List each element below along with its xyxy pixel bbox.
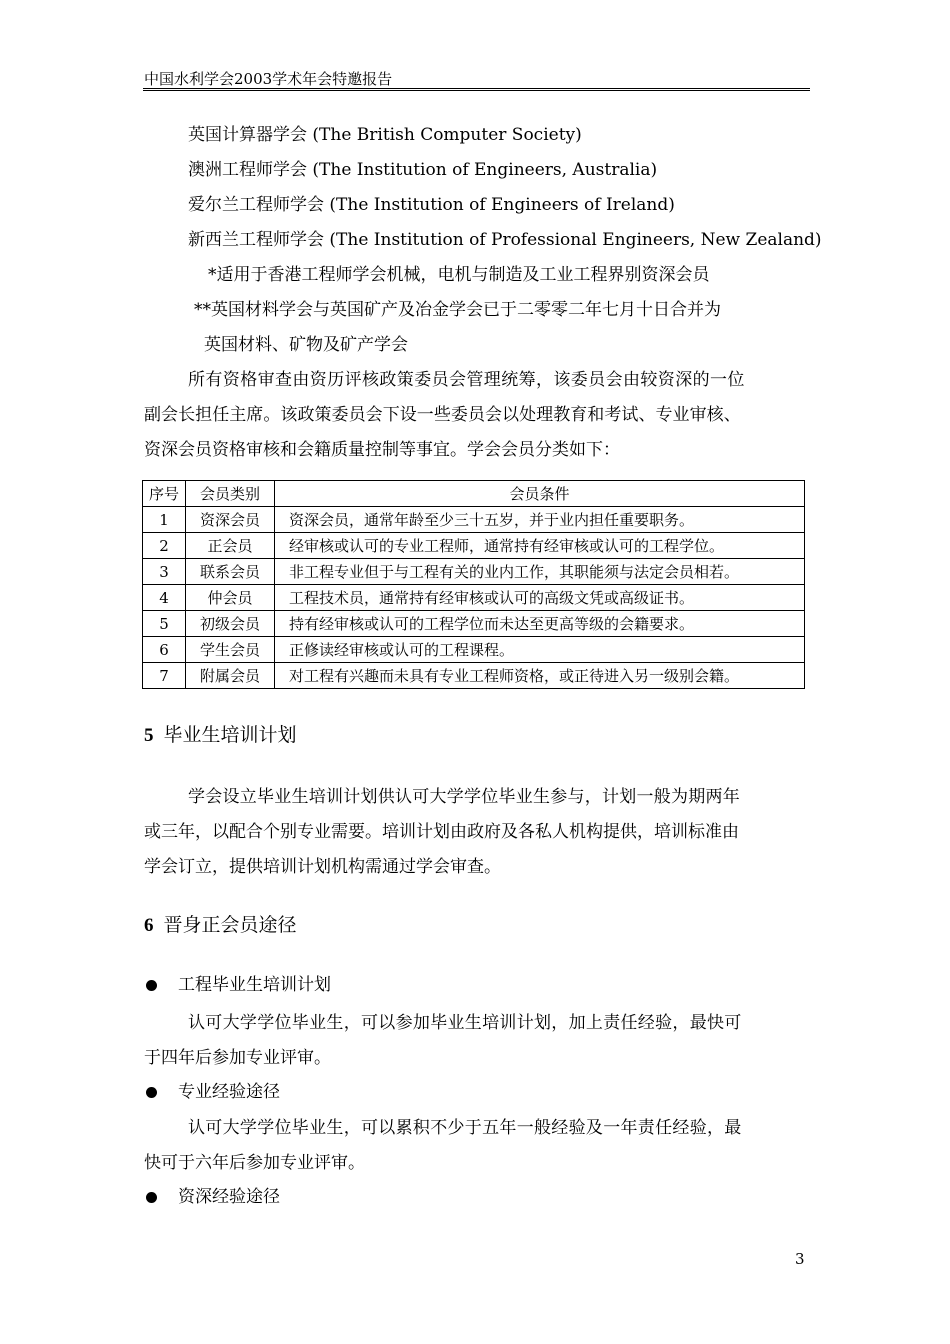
running-header: 中国水利学会2003学术年会特邀报告 xyxy=(144,70,393,88)
bullet-dot-icon xyxy=(146,1087,157,1098)
table-header-row xyxy=(143,481,805,507)
cell-number: 6 xyxy=(143,637,186,663)
section5-paragraph-line: 学会设立毕业生培训计划供认可大学学位毕业生参与，计划一般为期两年 xyxy=(188,787,740,807)
section-number: 5 xyxy=(144,725,154,746)
header-cell-condition: 会员条件 xyxy=(275,481,805,507)
table-row xyxy=(143,507,805,533)
cell-number: 4 xyxy=(143,585,186,611)
footnote: *适用于香港工程师学会机械，电机与制造及工业工程界别资深会员 xyxy=(208,265,710,285)
cell-number: 2 xyxy=(143,533,186,559)
cell-type: 正会员 xyxy=(186,533,275,559)
cell-number: 1 xyxy=(143,507,186,533)
cell-condition: 对工程有兴趣而未具有专业工程师资格，或正待进入另一级别会籍。 xyxy=(275,663,805,689)
society-item: 英国计算器学会 (The British Computer Society) xyxy=(188,125,582,145)
page-number: 3 xyxy=(795,1250,805,1268)
membership-table xyxy=(142,480,805,689)
section-heading xyxy=(144,720,297,747)
table-row xyxy=(143,637,805,663)
section-number: 6 xyxy=(144,915,154,936)
header-rule-thin xyxy=(143,90,810,91)
bullet-text-line: 快可于六年后参加专业评审。 xyxy=(144,1153,365,1173)
society-item: 澳洲工程师学会 (The Institution of Engineers, Australia) xyxy=(188,160,658,180)
intro-paragraph-line: 副会长担任主席。该政策委员会下设一些委员会以处理教育和考试、专业审核、 xyxy=(144,405,741,425)
cell-number: 3 xyxy=(143,559,186,585)
bullet-label: 专业经验途径 xyxy=(178,1082,280,1102)
intro-paragraph-line: 所有资格审查由资历评核政策委员会管理统筹，该委员会由较资深的一位 xyxy=(188,370,745,390)
cell-type: 初级会员 xyxy=(186,611,275,637)
cell-condition: 非工程专业但于与工程有关的业内工作，其职能须与法定会员相若。 xyxy=(275,559,805,585)
society-item: 新西兰工程师学会 (The Institution of Professional Engineers, New Zealand) xyxy=(188,230,822,250)
bullet-text-line: 认可大学学位毕业生，可以累积不少于五年一般经验及一年责任经验，最 xyxy=(188,1118,742,1138)
bullet-text-line: 认可大学学位毕业生，可以参加毕业生培训计划，加上责任经验，最快可 xyxy=(188,1013,742,1033)
section5-paragraph-line: 或三年，以配合个别专业需要。培训计划由政府及各私人机构提供，培训标准由 xyxy=(144,822,739,842)
section-title: 毕业生培训计划 xyxy=(163,724,297,746)
footnote: **英国材料学会与英国矿产及冶金学会已于二零零二年七月十日合并为 xyxy=(194,300,721,320)
cell-condition: 正修读经审核或认可的工程课程。 xyxy=(275,637,805,663)
table-row xyxy=(143,585,805,611)
society-item: 爱尔兰工程师学会 (The Institution of Engineers of Ireland) xyxy=(188,195,675,215)
table-row xyxy=(143,533,805,559)
cell-condition: 经审核或认可的专业工程师，通常持有经审核或认可的工程学位。 xyxy=(275,533,805,559)
table-row xyxy=(143,663,805,689)
bullet-label: 资深经验途径 xyxy=(178,1187,280,1207)
table-row xyxy=(143,559,805,585)
header-cell-type: 会员类别 xyxy=(186,481,275,507)
section5-paragraph-line: 学会订立，提供培训计划机构需通过学会审查。 xyxy=(144,857,501,877)
header-rule xyxy=(143,88,810,89)
cell-type: 联系会员 xyxy=(186,559,275,585)
cell-type: 学生会员 xyxy=(186,637,275,663)
bullet-dot-icon xyxy=(146,980,157,991)
section-heading xyxy=(144,910,297,937)
cell-condition: 持有经审核或认可的工程学位而未达至更高等级的会籍要求。 xyxy=(275,611,805,637)
table-row xyxy=(143,611,805,637)
footnote-continued: 英国材料、矿物及矿产学会 xyxy=(204,335,408,355)
cell-condition: 资深会员，通常年龄至少三十五岁，并于业内担任重要职务。 xyxy=(275,507,805,533)
section-title: 晋身正会员途径 xyxy=(163,914,297,936)
cell-number: 7 xyxy=(143,663,186,689)
cell-condition: 工程技术员，通常持有经审核或认可的高级文凭或高级证书。 xyxy=(275,585,805,611)
bullet-dot-icon xyxy=(146,1192,157,1203)
cell-type: 附属会员 xyxy=(186,663,275,689)
cell-type: 仲会员 xyxy=(186,585,275,611)
intro-paragraph-line: 资深会员资格审核和会籍质量控制等事宜。学会会员分类如下： xyxy=(144,440,620,460)
bullet-label: 工程毕业生培训计划 xyxy=(178,975,331,995)
bullet-text-line: 于四年后参加专业评审。 xyxy=(144,1048,331,1068)
cell-number: 5 xyxy=(143,611,186,637)
cell-type: 资深会员 xyxy=(186,507,275,533)
header-cell-number: 序号 xyxy=(143,481,186,507)
